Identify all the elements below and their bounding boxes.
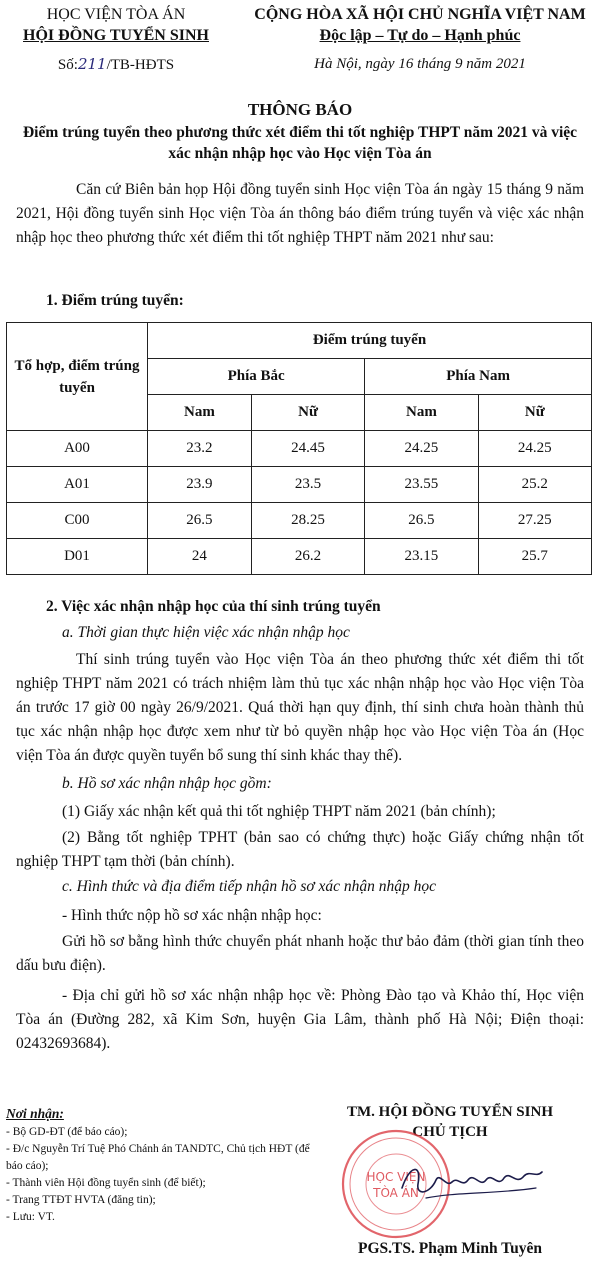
item-c2: - Địa chỉ gửi hồ sơ xác nhận nhập học về: Phòng Đào tạo và Khảo thí, Học viện Tòa án (Đường 282, xã Kim Sơn, huyện Gia Lâm, thành phố Hà Nội; Điện thoại: 02432693684). <box>16 987 584 1052</box>
cell-value: 25.2 <box>478 467 591 503</box>
doc-number-handwritten: 211 <box>77 55 107 73</box>
recipients-block <box>6 1105 326 1226</box>
handwritten-signature-icon <box>396 1158 546 1204</box>
cell-value: 24 <box>148 539 252 575</box>
signature-authority: TM. HỘI ĐỒNG TUYỂN SINH <box>346 1104 553 1120</box>
doc-number-prefix: Số: <box>57 57 78 73</box>
subsection-b: b. Hồ sơ xác nhận nhập học gồm: <box>62 775 272 792</box>
cell-value: 23.9 <box>148 467 252 503</box>
header-south-female: Nữ <box>478 395 591 431</box>
item-b2: (2) Bằng tốt nghiệp TPHT (bản sao có chứng thực) hoặc Giấy chứng nhận tốt nghiệp THPT tạm thời (bản chính). <box>16 829 584 870</box>
table-row <box>7 503 592 539</box>
national-heading <box>240 4 600 74</box>
header-score: Điểm trúng tuyển <box>148 323 592 359</box>
cell-value: 23.55 <box>365 467 478 503</box>
cell-value: 26.5 <box>365 503 478 539</box>
cell-value: 23.5 <box>251 467 364 503</box>
cell-combo: C00 <box>7 503 148 539</box>
org-council: HỘI ĐỒNG TUYỂN SINH <box>23 27 209 44</box>
org-name: HỌC VIỆN TÒA ÁN <box>46 6 186 23</box>
recipient-item: - Đ/c Nguyễn Trí Tuệ Phó Chánh án TANDTC, Chủ tịch HĐT (để báo cáo); <box>6 1143 310 1172</box>
doc-number-suffix: /TB-HĐTS <box>106 57 175 73</box>
cell-value: 26.2 <box>251 539 364 575</box>
intro-paragraph: Căn cứ Biên bản họp Hội đồng tuyển sinh Học viện Tòa án ngày 15 tháng 9 năm 2021, Hội đồng tuyển sinh Học viện Tòa án thông báo điểm trúng tuyển và việc xác nhận nhập học theo phương thức xét điểm thi tốt nghiệp THPT năm 2021 như sau: <box>16 181 584 246</box>
paragraph-a: Thí sinh trúng tuyển vào Học viện Tòa án theo phương thức xét điểm thi tốt nghiệp THPT năm 2021 có trách nhiệm làm thủ tục xác nhận nhập học vào Học viện Tòa án trước 17 giờ 00 ngày 26/9/2021. Quá thời hạn quy định, thí sinh chưa hoàn thành thủ tục xác nhận nhập học được xem như từ bỏ quyền nhập học vào Học viện Tòa án (Học viện Tòa án được quyền tuyển bổ sung thí sinh khác thay thế). <box>16 651 584 764</box>
nation-name: CỘNG HÒA XÃ HỘI CHỦ NGHĨA VIỆT NAM <box>254 6 586 23</box>
cell-value: 27.25 <box>478 503 591 539</box>
item-c1: - Hình thức nộp hồ sơ xác nhận nhập học: <box>62 907 322 924</box>
header-south: Phía Nam <box>365 359 592 395</box>
recipient-item: - Trang TTĐT HVTA (đăng tin); <box>6 1194 156 1206</box>
cell-combo: A01 <box>7 467 148 503</box>
document-title: THÔNG BÁO <box>247 100 353 119</box>
recipient-item: - Lưu: VT. <box>6 1211 55 1223</box>
seal-text-2: TÒA ÁN <box>373 1186 419 1200</box>
section-2-heading: 2. Việc xác nhận nhập học của thí sinh trúng tuyển <box>46 598 381 615</box>
header-combo: Tổ hợp, điểm trúng tuyển <box>7 323 148 431</box>
table-row <box>7 467 592 503</box>
national-motto: Độc lập – Tự do – Hạnh phúc <box>319 27 521 44</box>
header-north: Phía Bắc <box>148 359 365 395</box>
issuing-authority <box>0 4 232 75</box>
signer-name: PGS.TS. Phạm Minh Tuyên <box>358 1240 542 1257</box>
cell-value: 23.2 <box>148 431 252 467</box>
section-1-heading: 1. Điểm trúng tuyển: <box>46 292 184 309</box>
table-row <box>7 431 592 467</box>
recipient-item: - Thành viên Hội đồng tuyển sinh (để biết); <box>6 1177 206 1189</box>
cell-combo: A00 <box>7 431 148 467</box>
subsection-a: a. Thời gian thực hiện việc xác nhận nhập học <box>62 624 350 641</box>
place-date: Hà Nội, ngày 16 tháng 9 năm 2021 <box>314 56 526 72</box>
item-c1-detail: Gửi hồ sơ bằng hình thức chuyển phát nhanh hoặc thư bảo đảm (thời gian tính theo dấu bưu điện). <box>16 933 584 974</box>
subsection-c: c. Hình thức và địa điểm tiếp nhận hồ sơ xác nhận nhập học <box>62 878 437 895</box>
cell-value: 24.25 <box>365 431 478 467</box>
cell-value: 28.25 <box>251 503 364 539</box>
cell-value: 23.15 <box>365 539 478 575</box>
item-b1: (1) Giấy xác nhận kết quả thi tốt nghiệp THPT năm 2021 (bản chính); <box>62 803 496 820</box>
seal-text-1: HỌC VIỆN <box>366 1170 426 1184</box>
signature-position: CHỦ TỊCH <box>412 1124 488 1140</box>
cell-value: 24.25 <box>478 431 591 467</box>
document-number <box>0 54 232 75</box>
admission-score-table <box>6 322 592 575</box>
cell-value: 26.5 <box>148 503 252 539</box>
document-subtitle: Điểm trúng tuyển theo phương thức xét điểm thi tốt nghiệp THPT năm 2021 và việc xác nhận nhập học vào Học viện Tòa án <box>22 124 578 162</box>
header-south-male: Nam <box>365 395 478 431</box>
header-north-male: Nam <box>148 395 252 431</box>
cell-value: 24.45 <box>251 431 364 467</box>
table-row <box>7 539 592 575</box>
cell-combo: D01 <box>7 539 148 575</box>
recipient-item: - Bộ GD-ĐT (để báo cáo); <box>6 1126 128 1138</box>
header-north-female: Nữ <box>251 395 364 431</box>
recipients-title: Nơi nhận: <box>6 1106 64 1121</box>
cell-value: 25.7 <box>478 539 591 575</box>
